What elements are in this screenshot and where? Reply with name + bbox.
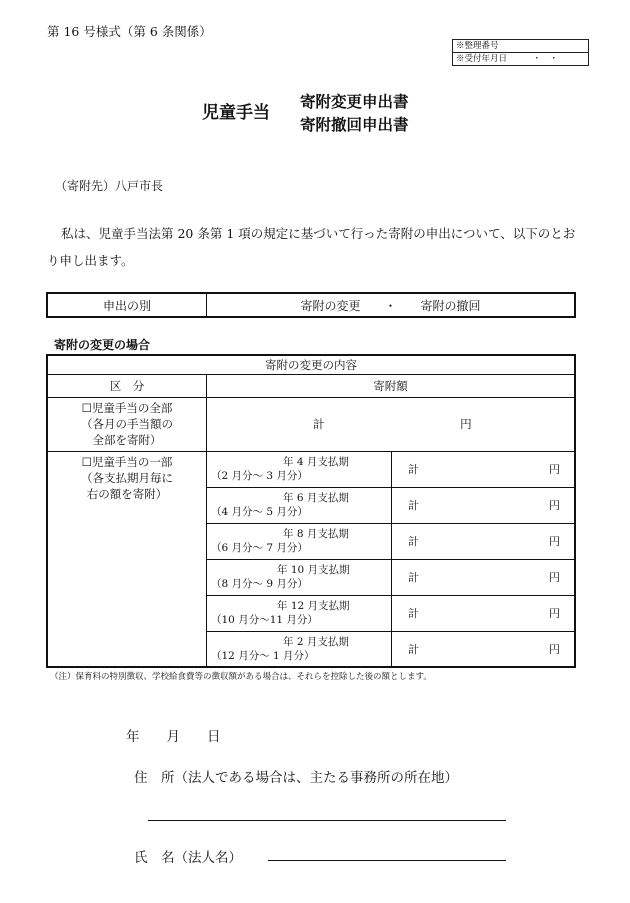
period-amount[interactable] xyxy=(392,559,576,595)
office-box-receipt-date: ※受付年月日 ・ ・ xyxy=(453,52,588,65)
period-kei: 計 xyxy=(408,463,419,476)
period-kei: 計 xyxy=(408,499,419,512)
address-field-line[interactable] xyxy=(148,820,506,821)
period-amount[interactable] xyxy=(392,595,576,631)
period-name: 年 12 月支払期 xyxy=(277,600,350,612)
period-name: 年 6 月支払期 xyxy=(283,492,349,504)
period-label xyxy=(207,559,392,595)
request-kind-table xyxy=(46,292,576,318)
row-partial-label xyxy=(47,451,207,667)
all-kei: 計 xyxy=(313,417,325,431)
period-range: （4 月分～ 5 月分） xyxy=(211,506,308,518)
period-label xyxy=(207,523,392,559)
period-yen: 円 xyxy=(549,499,560,512)
row-partial-sub1: （各支払期月毎に xyxy=(81,470,173,485)
row-partial-sub2: 右の額を寄附） xyxy=(86,486,168,501)
period-label xyxy=(207,631,392,667)
all-yen: 円 xyxy=(460,417,472,431)
row-all-sub2: 全部を寄附） xyxy=(92,433,162,447)
row-all-amount[interactable] xyxy=(207,397,576,451)
section-label: 寄附の変更の場合 xyxy=(54,338,151,352)
period-yen: 円 xyxy=(549,642,560,656)
request-kind-label: 申出の別 xyxy=(47,293,207,317)
body-text: 私は、児童手当法第 20 条第 1 項の規定に基づいて行った寄附の申出について、以下のとおり申し出ます。 xyxy=(47,226,576,268)
period-name: 年 2 月支払期 xyxy=(283,635,349,648)
office-use-box xyxy=(452,39,589,66)
date-line[interactable]: 年 月 日 xyxy=(126,729,221,745)
address-label: 住 所（法人である場合は、主たる事務所の所在地） xyxy=(134,770,458,786)
row-all-label xyxy=(47,397,207,451)
period-range: （6 月分～ 7 月分） xyxy=(211,542,308,554)
title-change: 寄附変更申出書 xyxy=(300,92,409,111)
table-caption: 寄附の変更の内容 xyxy=(47,355,575,374)
request-kind-value[interactable]: 寄附の変更 ・ 寄附の撤回 xyxy=(207,293,576,317)
period-yen: 円 xyxy=(549,571,560,584)
period-amount[interactable] xyxy=(392,523,576,559)
period-kei: 計 xyxy=(408,642,419,656)
office-box-serial-number: ※整理番号 xyxy=(456,41,499,51)
period-label xyxy=(207,451,392,487)
row-all-sub1: （各月の手当額の xyxy=(81,417,173,431)
name-field-line[interactable] xyxy=(268,860,506,861)
title-right xyxy=(300,90,409,136)
header-amount: 寄附額 xyxy=(207,374,576,397)
period-amount[interactable] xyxy=(392,451,576,487)
form-number: 第 16 号様式（第 6 条関係） xyxy=(47,24,212,39)
addressee: （寄附先）八戸市長 xyxy=(55,179,164,193)
footnote: （注）保育料の特別徴収、学校給食費等の徴収額がある場合は、それらを控除した後の額とします。 xyxy=(50,672,432,682)
period-label xyxy=(207,487,392,523)
period-name: 年 8 月支払期 xyxy=(283,528,349,540)
period-kei: 計 xyxy=(408,535,419,548)
period-range: （10 月分～11 月分） xyxy=(211,614,318,626)
period-yen: 円 xyxy=(549,607,560,620)
period-label xyxy=(207,595,392,631)
period-range: （8 月分～ 9 月分） xyxy=(211,578,308,590)
period-kei: 計 xyxy=(408,607,419,620)
period-range: （2 月分～ 3 月分） xyxy=(211,470,308,482)
period-yen: 円 xyxy=(549,535,560,548)
title-withdraw: 寄附撤回申出書 xyxy=(300,115,409,134)
period-yen: 円 xyxy=(549,463,560,476)
name-label: 氏 名（法人名） xyxy=(134,850,242,866)
period-amount[interactable] xyxy=(392,487,576,523)
checkbox-partial[interactable]: ☐児童手当の一部 xyxy=(81,454,173,469)
change-details-table xyxy=(46,354,576,668)
period-kei: 計 xyxy=(408,571,419,584)
period-name: 年 4 月支払期 xyxy=(283,456,349,468)
title-left: 児童手当 xyxy=(202,103,270,123)
period-amount[interactable] xyxy=(392,631,576,667)
header-category: 区 分 xyxy=(47,374,207,397)
checkbox-all[interactable]: ☐児童手当の全部 xyxy=(81,401,173,415)
period-name: 年 10 月支払期 xyxy=(277,564,350,576)
period-range: （12 月分～ 1 月分） xyxy=(211,649,315,662)
